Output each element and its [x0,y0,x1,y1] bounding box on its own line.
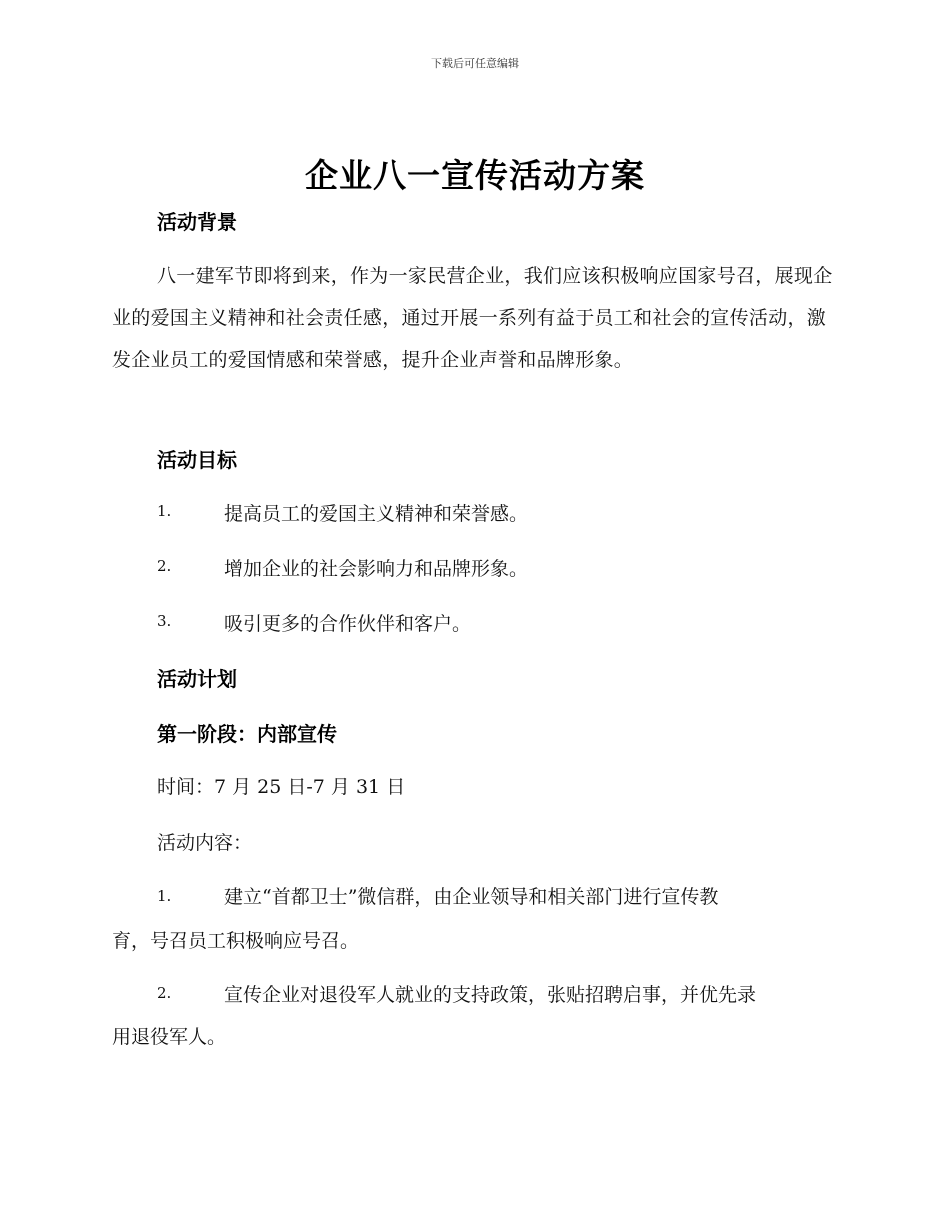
header-note: 下载后可任意编辑 [431,57,519,70]
list-number: 2. [157,984,172,1002]
list-text: 增加企业的社会影响力和品牌形象。 [224,558,529,580]
heading-background: 活动背景 [157,210,237,234]
document-title: 企业八一宣传活动方案 [305,156,645,195]
list-number: 2. [157,557,172,575]
list-text-continued: 用退役军人。 [112,1026,227,1048]
list-text: 建立“首都卫士”微信群，由企业领导和相关部门进行宣传教 [224,886,719,908]
list-number: 1. [157,502,172,520]
heading-plan: 活动计划 [157,667,237,691]
heading-goals: 活动目标 [157,448,237,472]
paragraph-background: 八一建军节即将到来，作为一家民营企业，我们应该积极响应国家号召，展现企业的爱国主义精神和社会责任感，通过开展一系列有益于员工和社会的宣传活动，激发企业员工的爱国情感和荣誉感，提升企业声誉和品牌形象。 [112,265,833,371]
list-number: 1. [157,887,172,905]
heading-phase1: 第一阶段：内部宣传 [157,722,337,746]
phase1-content-label: 活动内容： [157,832,253,854]
list-text-continued: 育，号召员工积极响应号召。 [112,930,360,952]
phase1-time: 时间：7 月 25 日-7 月 31 日 [157,776,406,798]
list-text: 提高员工的爱国主义精神和荣誉感。 [224,503,529,525]
list-number: 3. [157,612,172,630]
list-text: 宣传企业对退役军人就业的支持政策，张贴招聘启事，并优先录 [224,984,757,1006]
list-text: 吸引更多的合作伙伴和客户。 [224,613,472,635]
